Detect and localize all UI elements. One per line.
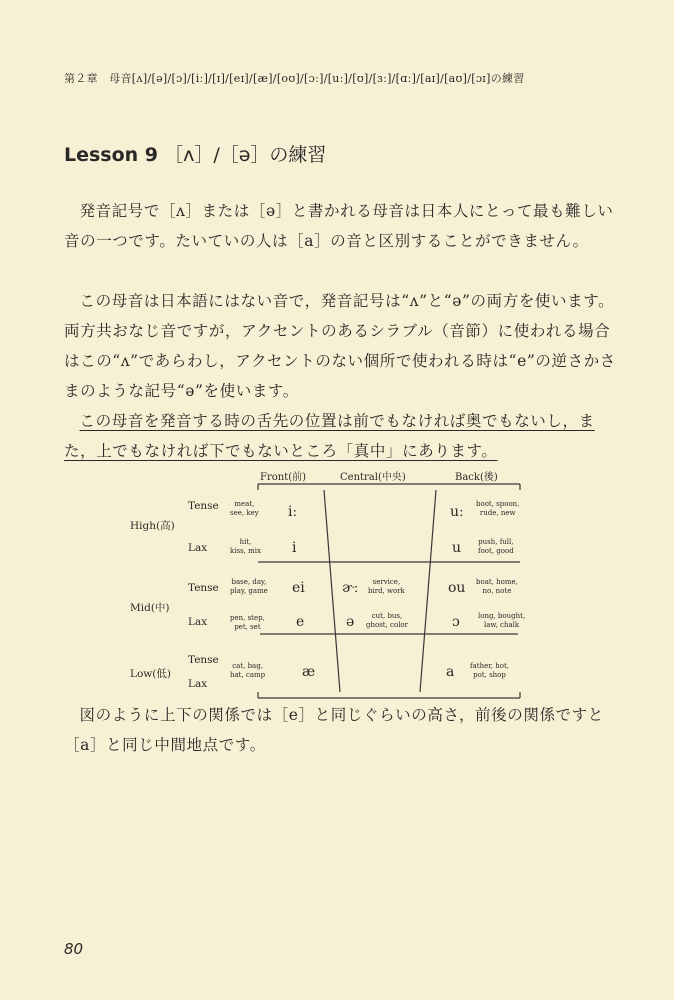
page-number: 80 <box>64 940 84 958</box>
example-words: boat, home, no, note <box>476 578 518 595</box>
high-lax-label: Lax <box>188 542 208 554</box>
vowel-chart <box>120 462 560 708</box>
example-words: cat, bag, hat, camp <box>230 662 266 679</box>
example-words: cut, bus, ghost, color <box>366 612 408 629</box>
vowel-symbol: u <box>452 540 462 556</box>
example-words: boot, spoon, rude, new <box>476 500 520 517</box>
vowel-symbol: iː <box>288 504 298 520</box>
example-words: service, bird, work <box>368 578 405 595</box>
vowel-symbol: ə <box>346 614 355 630</box>
lesson-number: Lesson 9 <box>64 144 159 166</box>
paragraph-4-text: 図のように上下の関係では［e］と同じぐらいの高さ，前後の関係ですと［a］と同じ中間地点です。 <box>64 706 604 754</box>
paragraph-3 <box>64 406 624 466</box>
example-words: pen, step, pet, set <box>230 614 265 631</box>
example-words: father, hot, pot, shop <box>470 662 510 679</box>
vowel-symbol: ou <box>448 580 466 596</box>
vowel-symbol: e <box>296 614 305 630</box>
row-low: Low(低) <box>130 668 171 680</box>
paragraph-1-text: 発音記号で［ʌ］または［ə］と書かれる母音は日本人にとって最も難しい音の一つです。たいていの人は［a］の音と区別することができません。 <box>64 202 614 250</box>
vowel-symbol: a <box>446 664 455 680</box>
low-tense-label: Tense <box>188 654 219 666</box>
vowel-symbol: ei <box>292 580 305 596</box>
mid-lax-label: Lax <box>188 616 208 628</box>
low-lax-label: Lax <box>188 678 208 690</box>
vowel-symbol: uː <box>450 504 464 520</box>
paragraph-1 <box>64 196 624 256</box>
example-words: push, full, foot, good <box>478 538 514 555</box>
vowel-symbol: æ <box>302 664 316 680</box>
example-words: base, day, play, game <box>230 578 268 595</box>
running-head: 第２章 母音[ʌ]/[ə]/[ɔ]/[iː]/[ɪ]/[eɪ]/[æ]/[oʊ]/[ɔː]/[uː]/[ʊ]/[ɜː]/[ɑː]/[aɪ]/[aʊ]/[ɔɪ]の練習 <box>64 72 525 85</box>
paragraph-2-text: この母音は日本語にはない音で，発音記号は“ʌ”と“ə”の両方を使います。両方共おなじ音ですが，アクセントのあるシラブル（音節）に使われる場合はこの“ʌ”であらわし，アクセントのない個所で使われる時は“e”の逆さかさまのような記号“ə”を使います。 <box>64 292 616 400</box>
vowel-symbol: ɔ <box>452 614 460 630</box>
column-front: Front(前) <box>260 472 307 483</box>
mid-tense-label: Tense <box>188 582 219 594</box>
lesson-title <box>64 140 326 167</box>
paragraph-3-text: この母音を発音する時の舌先の位置は前でもなければ奥でもないし，また，上でもなければ下でもないところ「真中」にあります。 <box>64 412 595 460</box>
column-back: Back(後) <box>455 472 498 483</box>
vowel-symbol: i <box>292 540 297 556</box>
example-words: long, bought, law, chalk <box>478 612 526 629</box>
paragraph-2 <box>64 286 624 406</box>
paragraph-4 <box>64 700 624 760</box>
example-words: hit, kiss, mix <box>230 538 261 555</box>
row-high: High(高) <box>130 520 175 532</box>
example-words: meat, see, key <box>230 500 259 517</box>
row-mid: Mid(中) <box>130 602 170 614</box>
vowel-symbol: ɚː <box>342 580 359 596</box>
lesson-topic: ［ʌ］/［ə］の練習 <box>164 144 327 166</box>
column-central: Central(中央) <box>340 472 406 483</box>
high-tense-label: Tense <box>188 500 219 512</box>
